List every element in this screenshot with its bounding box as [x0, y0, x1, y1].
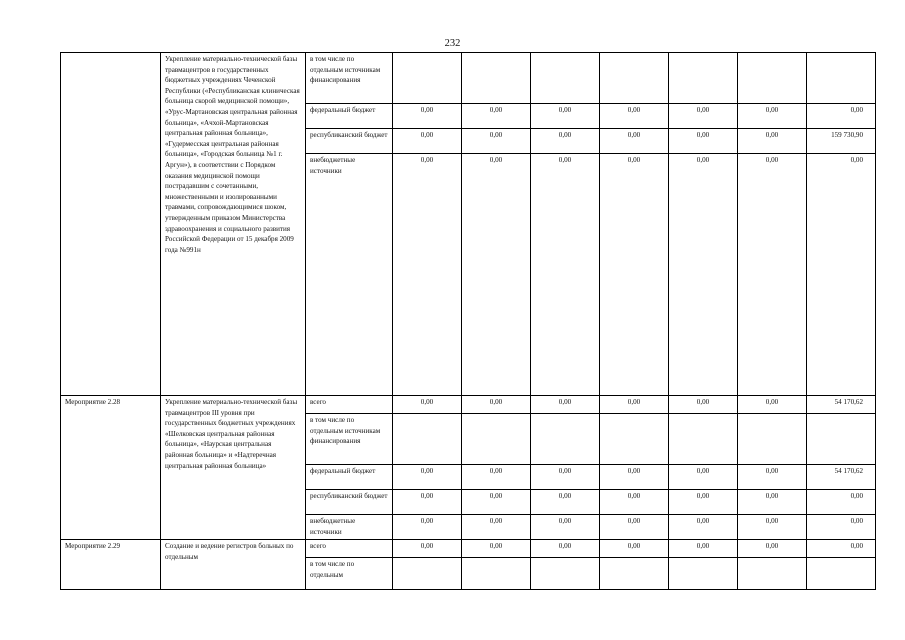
measure-code-cell [61, 53, 161, 396]
amount-cell: 0,00 [462, 540, 531, 558]
amount-cell [462, 414, 531, 465]
amount-cell: 0,00 [531, 490, 600, 515]
amount-cell: 0,00 [531, 154, 600, 396]
amount-cell: 0,00 [531, 540, 600, 558]
amount-cell: 0,00 [669, 129, 738, 154]
amount-cell: 0,00 [600, 396, 669, 414]
funding-source-cell: республиканский бюджет [306, 129, 393, 154]
funding-source-cell: в том числе по отдельным источникам финансирования [306, 53, 393, 104]
amount-cell: 0,00 [738, 465, 807, 490]
amount-cell [600, 558, 669, 590]
amount-cell: 0,00 [600, 490, 669, 515]
amount-cell: 159 730,90 [807, 129, 876, 154]
funding-source-cell: внебюджетные источники [306, 154, 393, 396]
funding-source-cell: в том числе по отдельным источникам финансирования [306, 414, 393, 465]
funding-source-cell: внебюджетные источники [306, 515, 393, 540]
amount-cell: 0,00 [393, 129, 462, 154]
amount-cell: 0,00 [600, 104, 669, 129]
funding-source-cell: федеральный бюджет [306, 465, 393, 490]
amount-cell: 0,00 [462, 104, 531, 129]
funding-source-cell: в том числе по отдельным [306, 558, 393, 590]
amount-cell: 0,00 [669, 515, 738, 540]
amount-cell [462, 53, 531, 104]
amount-cell [669, 53, 738, 104]
amount-cell: 0,00 [393, 154, 462, 396]
table-row [61, 540, 876, 558]
amount-cell: 0,00 [738, 154, 807, 396]
amount-cell [531, 414, 600, 465]
amount-cell: 54 170,62 [807, 396, 876, 414]
amount-cell [600, 53, 669, 104]
amount-cell: 0,00 [600, 154, 669, 396]
page-number: 232 [444, 38, 461, 49]
amount-cell [807, 414, 876, 465]
amount-cell: 0,00 [393, 104, 462, 129]
funding-source-cell: всего [306, 540, 393, 558]
amount-cell: 0,00 [738, 396, 807, 414]
amount-cell: 0,00 [738, 540, 807, 558]
amount-cell: 0,00 [669, 490, 738, 515]
amount-cell: 0,00 [738, 490, 807, 515]
amount-cell: 0,00 [462, 465, 531, 490]
amount-cell [669, 558, 738, 590]
funding-source-cell: республиканский бюджет [306, 490, 393, 515]
amount-cell: 0,00 [738, 515, 807, 540]
amount-cell: 0,00 [669, 104, 738, 129]
amount-cell: 0,00 [462, 154, 531, 396]
amount-cell [531, 558, 600, 590]
measure-description-cell: Укрепление материально-технической базы травмацентров III уровня при государственных бюджетных учреждениях «Шелковская центральная районная больница», «Наурская центральная районная больница» и «Надтеречная центральная районная больница» [161, 396, 306, 540]
amount-cell: 0,00 [600, 129, 669, 154]
amount-cell [462, 558, 531, 590]
table-row [61, 53, 876, 104]
amount-cell: 0,00 [462, 129, 531, 154]
amount-cell: 0,00 [393, 490, 462, 515]
amount-cell: 0,00 [669, 540, 738, 558]
amount-cell: 0,00 [669, 396, 738, 414]
amount-cell: 0,00 [600, 465, 669, 490]
amount-cell: 0,00 [462, 396, 531, 414]
amount-cell [393, 558, 462, 590]
amount-cell: 0,00 [738, 129, 807, 154]
amount-cell: 0,00 [393, 465, 462, 490]
amount-cell [738, 53, 807, 104]
amount-cell: 0,00 [462, 515, 531, 540]
amount-cell: 0,00 [807, 490, 876, 515]
budget-table-body [61, 53, 876, 590]
amount-cell: 0,00 [600, 540, 669, 558]
amount-cell: 0,00 [393, 396, 462, 414]
funding-source-cell: федеральный бюджет [306, 104, 393, 129]
amount-cell [531, 53, 600, 104]
amount-cell: 54 170,62 [807, 465, 876, 490]
amount-cell [738, 558, 807, 590]
measure-code-cell: Мероприятие 2.29 [61, 540, 161, 590]
measure-description-cell: Создание и ведение регистров больных по отдельным [161, 540, 306, 590]
amount-cell: 0,00 [462, 490, 531, 515]
amount-cell: 0,00 [531, 515, 600, 540]
amount-cell [807, 53, 876, 104]
amount-cell [393, 414, 462, 465]
amount-cell [738, 414, 807, 465]
table-row [61, 396, 876, 414]
amount-cell: 0,00 [600, 515, 669, 540]
funding-source-cell: всего [306, 396, 393, 414]
amount-cell: 0,00 [393, 515, 462, 540]
amount-cell: 0,00 [669, 154, 738, 396]
amount-cell: 0,00 [738, 104, 807, 129]
amount-cell: 0,00 [807, 540, 876, 558]
measure-description-cell: Укрепление материально-технической базы травмацентров в государственных бюджетных учреждениях Чеченской Республики («Республиканская клиническая больница скорой медицинской помощи», «Урус-Мартановская центральная районная больница», «Ачхой-Мартановская центральная районная больница», «Гудермесская центральная районная больница», «Городская больница №1 г. Аргун»), в соответствии с Порядком оказания медицинской помощи пострадавшим с сочетанными, множественными и изолированными травмами, сопровождающимися шоком, утвержденным приказом Министерства здравоохранения и социального развития Российской Федерации от 15 декабря 2009 года №991н [161, 53, 306, 396]
budget-table [60, 52, 876, 590]
amount-cell [393, 53, 462, 104]
amount-cell: 0,00 [669, 465, 738, 490]
amount-cell [669, 414, 738, 465]
amount-cell: 0,00 [531, 465, 600, 490]
amount-cell: 0,00 [531, 129, 600, 154]
amount-cell: 0,00 [531, 104, 600, 129]
amount-cell [807, 558, 876, 590]
measure-code-cell: Мероприятие 2.28 [61, 396, 161, 540]
amount-cell: 0,00 [807, 154, 876, 396]
amount-cell: 0,00 [807, 515, 876, 540]
amount-cell [600, 414, 669, 465]
amount-cell: 0,00 [531, 396, 600, 414]
amount-cell: 0,00 [393, 540, 462, 558]
amount-cell: 0,00 [807, 104, 876, 129]
